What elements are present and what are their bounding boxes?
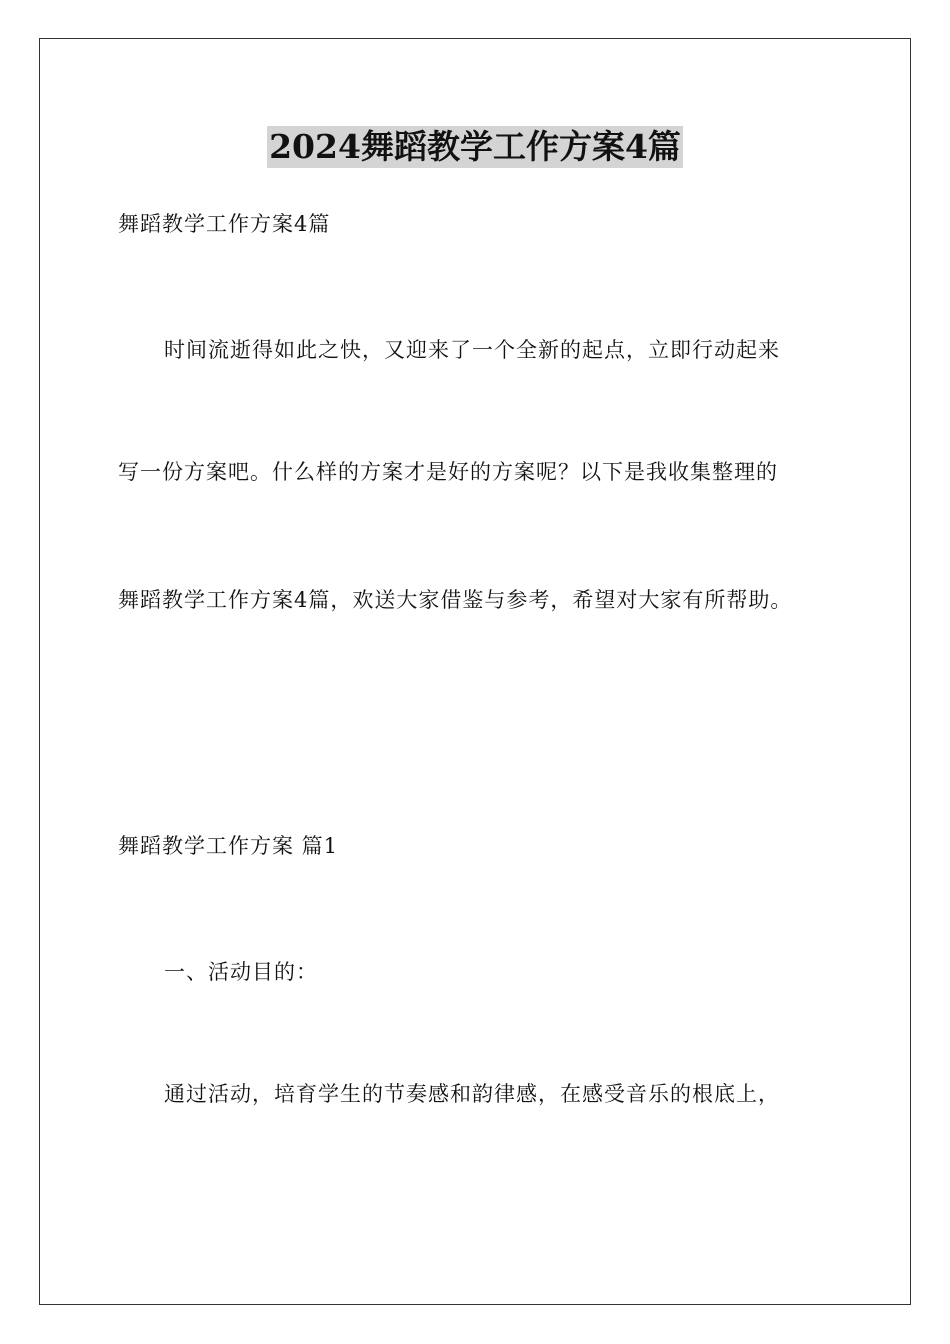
intro-line-3: 舞蹈教学工作方案4篇，欢送大家借鉴与参考，希望对大家有所帮助。 xyxy=(118,588,793,612)
intro-line-1: 时间流逝得如此之快，又迎来了一个全新的起点，立即行动起来 xyxy=(164,338,780,362)
title-container xyxy=(0,126,950,168)
subheading: 一、活动目的： xyxy=(164,960,318,984)
section-heading: 舞蹈教学工作方案 篇1 xyxy=(118,834,339,858)
document-subtitle: 舞蹈教学工作方案4篇 xyxy=(118,212,331,236)
document-title: 2024舞蹈教学工作方案4篇 xyxy=(269,127,681,166)
body-line-1: 通过活动，培育学生的节奏感和韵律感，在感受音乐的根底上， xyxy=(164,1082,780,1106)
intro-line-2: 写一份方案吧。什么样的方案才是好的方案呢？以下是我收集整理的 xyxy=(118,460,778,484)
